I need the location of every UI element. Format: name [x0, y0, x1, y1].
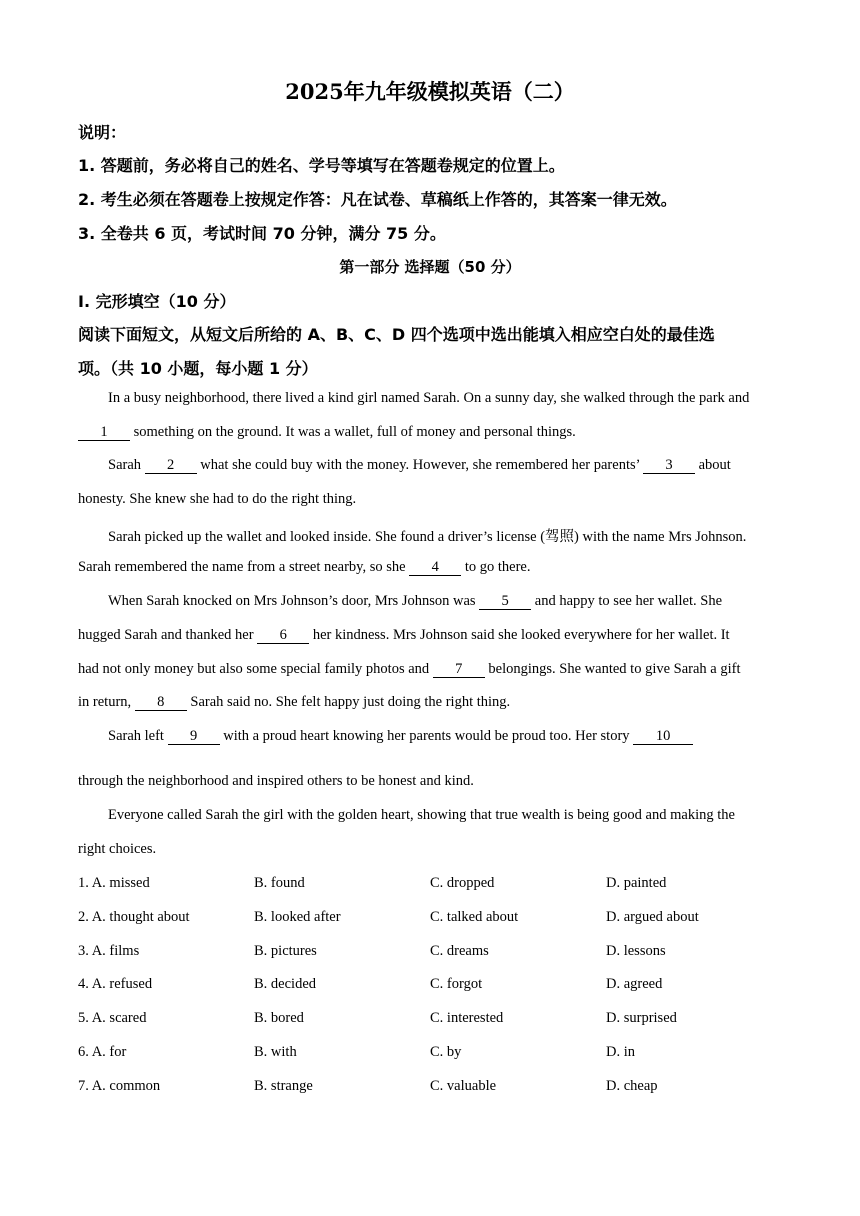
passage-line: [78, 593, 818, 610]
option-1-c: C. dropped: [430, 875, 495, 891]
passage-line: [78, 424, 788, 441]
option-2-c: C. talked about: [430, 908, 519, 925]
passage-line: [78, 627, 788, 644]
option-6-c: C. by: [430, 1044, 462, 1060]
passage-text: to go there.: [461, 559, 531, 575]
passage-line: Everyone called Sarah the girl with the golden heart, showing that true wealth is being good and making the: [108, 807, 735, 823]
instruction-item-3: 3. 全卷共 6 页，考试时间 70 分钟，满分 75 分。: [78, 224, 446, 243]
blank-2: 2: [145, 458, 197, 474]
part1-directions-line2: 项。（共 10 小题，每小题 1 分）: [78, 359, 318, 378]
passage-text: When Sarah knocked on Mrs Johnson’s door, Mrs Johnson was: [108, 593, 480, 609]
passage-line: [78, 559, 788, 576]
passage-text: belongings. She wanted to give Sarah a gift: [484, 661, 741, 677]
passage-text: about: [695, 457, 731, 473]
blank-4: 4: [409, 560, 461, 576]
option-5-b: B. bored: [254, 1010, 304, 1027]
option-2-b: B. looked after: [254, 908, 341, 925]
option-6-b: B. with: [254, 1044, 297, 1060]
passage-text: what she could buy with the money. However, she remembered her parents’: [196, 457, 643, 473]
blank-3: 3: [643, 458, 695, 474]
passage-line: In a busy neighborhood, there lived a kind girl named Sarah. On a sunny day, she walked through the park and: [108, 390, 750, 406]
blank-10: 10: [633, 729, 693, 745]
option-3-c: C. dreams: [430, 942, 489, 959]
option-4-b: B. decided: [254, 976, 317, 993]
option-6-d: D. in: [606, 1044, 635, 1060]
passage-line: right choices.: [78, 841, 157, 857]
exam-title: 2025年九年级模拟英语（二）: [285, 79, 575, 104]
blank-6: 6: [257, 628, 309, 644]
instruction-item-1: 1. 答题前，务必将自己的姓名、学号等填写在答题卷规定的位置上。: [78, 156, 565, 175]
passage-text: hugged Sarah and thanked her: [78, 627, 258, 643]
option-2-d: D. argued about: [606, 908, 699, 925]
option-2-a: 2. A. thought about: [78, 908, 190, 925]
passage-text: Sarah remembered the name from a street nearby, so she: [78, 559, 410, 575]
option-1-b: B. found: [254, 875, 305, 891]
passage-line: [78, 694, 788, 711]
option-7-d: D. cheap: [606, 1077, 658, 1094]
passage-text: Sarah: [108, 457, 145, 473]
passage-line: honesty. She knew she had to do the right thing.: [78, 491, 357, 507]
option-3-b: B. pictures: [254, 942, 317, 959]
blank-7: 7: [433, 662, 485, 678]
option-7-a: 7. A. common: [78, 1077, 161, 1094]
section-title: 第一部分 选择题（50 分）: [339, 258, 521, 276]
passage-text: had not only money but also some special family photos and: [78, 661, 433, 677]
part1-heading: Ⅰ. 完形填空（10 分）: [78, 292, 236, 311]
blank-8: 8: [135, 695, 187, 711]
passage-line: [78, 457, 818, 474]
passage-text: Sarah said no. She felt happy just doing the right thing.: [186, 694, 511, 710]
option-1-d: D. painted: [606, 875, 667, 891]
passage-text: something on the ground. It was a wallet, full of money and personal things.: [130, 424, 576, 440]
option-5-d: D. surprised: [606, 1010, 677, 1027]
passage-text: and happy to see her wallet. She: [531, 593, 723, 609]
blank-1: 1: [78, 425, 130, 441]
passage-line: [78, 728, 818, 745]
option-4-d: D. agreed: [606, 976, 663, 993]
option-4-a: 4. A. refused: [78, 976, 153, 993]
blank-5: 5: [479, 594, 531, 610]
option-1-a: 1. A. missed: [78, 875, 150, 891]
option-7-b: B. strange: [254, 1077, 313, 1094]
passage-text: in return,: [78, 694, 135, 710]
passage-text: her kindness. Mrs Johnson said she looked everywhere for her wallet. It: [309, 627, 730, 643]
passage-text: Sarah left: [108, 728, 168, 744]
option-6-a: 6. A. for: [78, 1044, 127, 1060]
passage-line: through the neighborhood and inspired others to be honest and kind.: [78, 773, 474, 789]
option-3-a: 3. A. films: [78, 942, 140, 959]
passage-line: Sarah picked up the wallet and looked inside. She found a driver’s license (驾照) with the name Mrs Johnson.: [108, 529, 747, 545]
instruction-item-2: 2. 考生必须在答题卷上按规定作答：凡在试卷、草稿纸上作答的，其答案一律无效。: [78, 190, 677, 209]
option-3-d: D. lessons: [606, 942, 666, 959]
part1-directions-line1: 阅读下面短文，从短文后所给的 A、B、C、D 四个选项中选出能填入相应空白处的最佳选: [78, 325, 715, 344]
instructions-heading: 说明：: [78, 123, 127, 142]
option-5-a: 5. A. scared: [78, 1010, 147, 1027]
option-7-c: C. valuable: [430, 1077, 497, 1094]
passage-text: with a proud heart knowing her parents would be proud too. Her story: [219, 728, 634, 744]
blank-9: 9: [168, 729, 220, 745]
option-4-c: C. forgot: [430, 976, 483, 993]
passage-line: [78, 661, 788, 678]
option-5-c: C. interested: [430, 1010, 504, 1027]
